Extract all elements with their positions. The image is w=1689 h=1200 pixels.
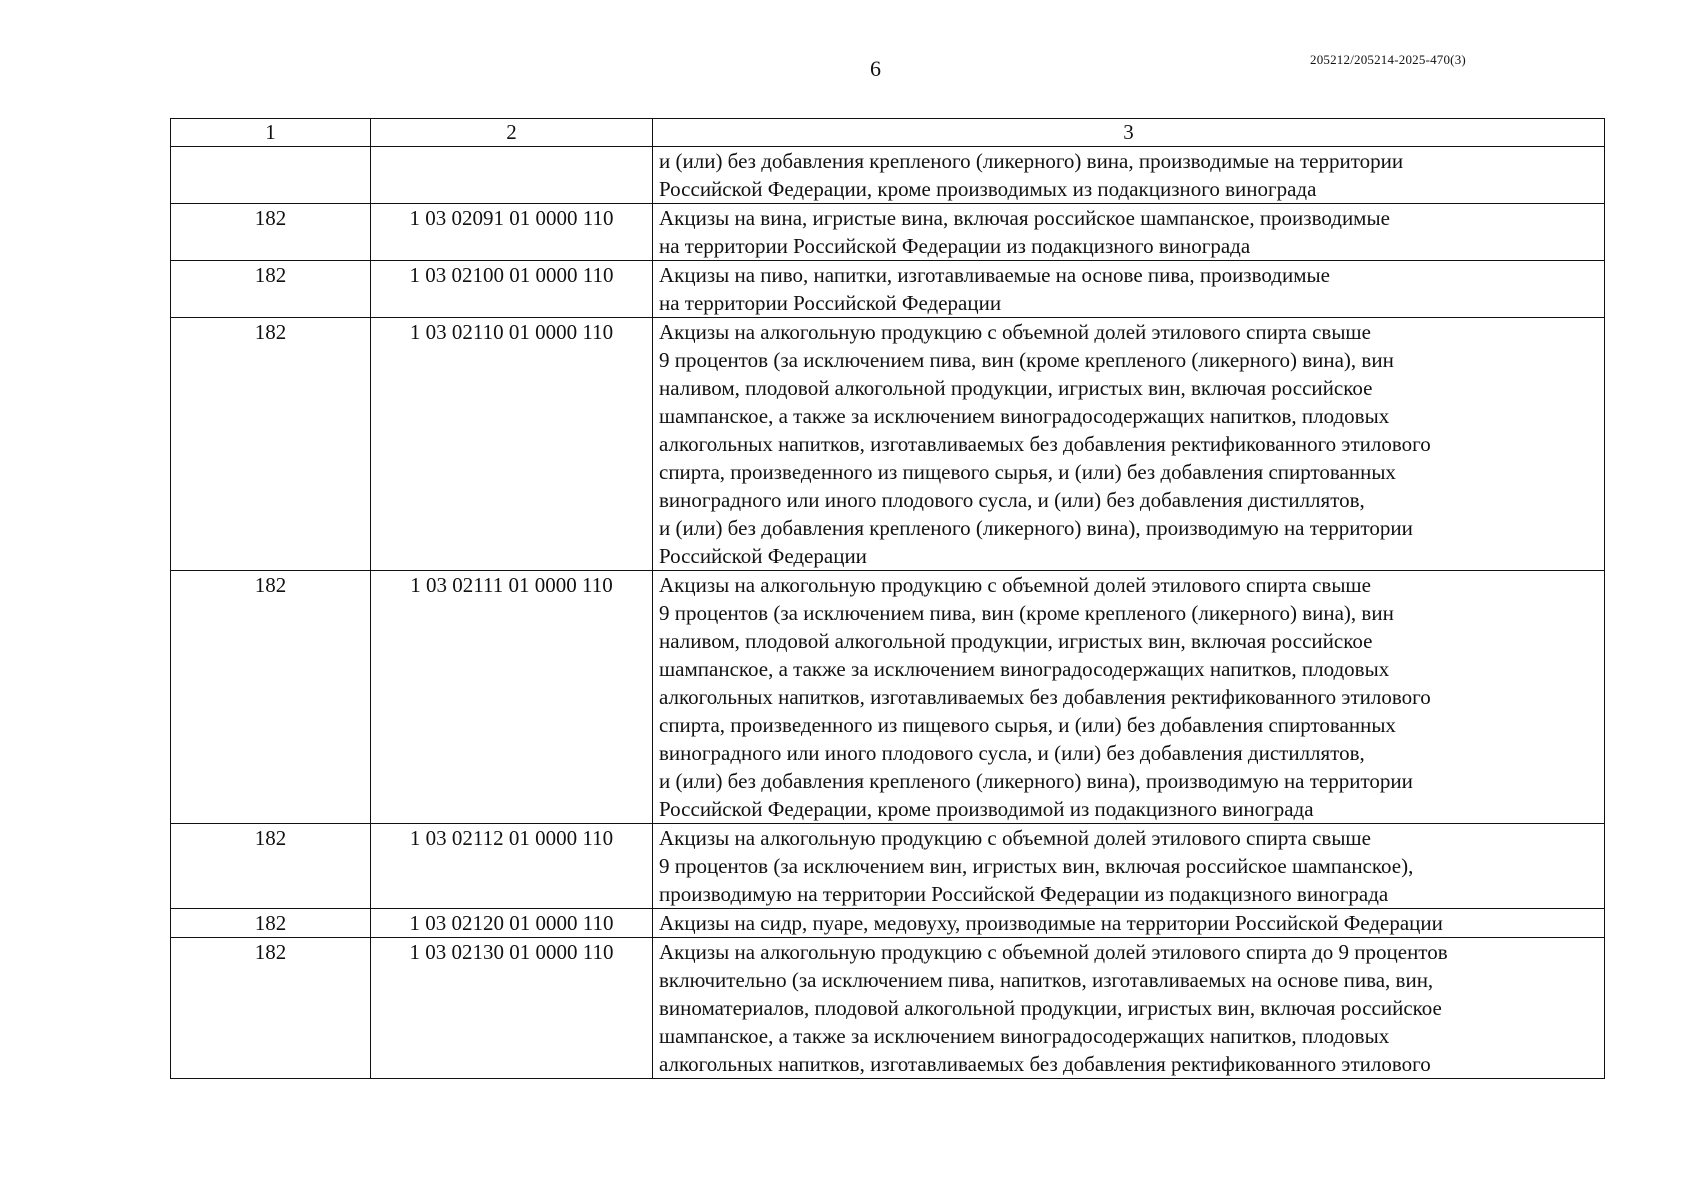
description-line: шампанское, а также за исключением виноградосодержащих напитков, плодовых xyxy=(659,1024,1390,1048)
revenue-description-cell xyxy=(653,938,1605,1079)
table-row xyxy=(171,204,1605,261)
description-line: виноградного или иного плодового сусла, и (или) без добавления дистиллятов, xyxy=(659,741,1365,765)
header-row xyxy=(171,119,1605,147)
description-line: наливом, плодовой алкогольной продукции, игристых вин, включая российское xyxy=(659,376,1373,400)
revenue-description-cell xyxy=(653,318,1605,571)
revenue-description-cell xyxy=(653,909,1605,938)
administrator-code-cell: 182 xyxy=(171,938,371,1079)
description-line: производимую на территории Российской Федерации из подакцизного винограда xyxy=(659,882,1389,906)
description-line: Российской Федерации xyxy=(659,544,867,568)
table-row xyxy=(171,147,1605,204)
description-line: Акцизы на пиво, напитки, изготавливаемые на основе пива, производимые xyxy=(659,263,1330,287)
table-header xyxy=(171,119,1605,147)
description-line: виноматериалов, плодовой алкогольной продукции, игристых вин, включая российское xyxy=(659,996,1442,1020)
description-line: включительно (за исключением пива, напитков, изготавливаемых на основе пива, вин, xyxy=(659,968,1434,992)
description-line: 9 процентов (за исключением пива, вин (кроме крепленого (ликерного) вина), вин xyxy=(659,601,1394,625)
table-row xyxy=(171,261,1605,318)
budget-classification-code-cell: 1 03 02130 01 0000 110 xyxy=(371,938,653,1079)
budget-classification-code-cell: 1 03 02100 01 0000 110 xyxy=(371,261,653,318)
header-col-3: 3 xyxy=(653,119,1605,147)
description-line: алкогольных напитков, изготавливаемых без добавления ректификованного этилового xyxy=(659,432,1431,456)
description-line: Акцизы на вина, игристые вина, включая российское шампанское, производимые xyxy=(659,206,1390,230)
administrator-code-cell: 182 xyxy=(171,824,371,909)
budget-classification-code-cell: 1 03 02111 01 0000 110 xyxy=(371,571,653,824)
description-line: на территории Российской Федерации xyxy=(659,291,1002,315)
description-line: наливом, плодовой алкогольной продукции, игристых вин, включая российское xyxy=(659,629,1373,653)
description-line: и (или) без добавления крепленого (ликерного) вина), производимую на территории xyxy=(659,516,1413,540)
table-row xyxy=(171,318,1605,571)
administrator-code-cell xyxy=(171,147,371,204)
description-line: 9 процентов (за исключением пива, вин (кроме крепленого (ликерного) вина), вин xyxy=(659,348,1394,372)
revenue-description-cell xyxy=(653,571,1605,824)
budget-classification-code-cell: 1 03 02112 01 0000 110 xyxy=(371,824,653,909)
description-line: спирта, произведенного из пищевого сырья, и (или) без добавления спиртованных xyxy=(659,460,1396,484)
description-line: Российской Федерации, кроме производимой из подакцизного винограда xyxy=(659,797,1314,821)
description-line: Акцизы на алкогольную продукцию с объемной долей этилового спирта свыше xyxy=(659,320,1371,344)
administrator-code-cell: 182 xyxy=(171,318,371,571)
description-line: и (или) без добавления крепленого (ликерного) вина), производимую на территории xyxy=(659,769,1413,793)
budget-classification-code-cell: 1 03 02091 01 0000 110 xyxy=(371,204,653,261)
table-row xyxy=(171,909,1605,938)
description-line: и (или) без добавления крепленого (ликерного) вина, производимые на территории xyxy=(659,149,1404,173)
budget-codes-table xyxy=(170,118,1605,1079)
description-line: спирта, произведенного из пищевого сырья, и (или) без добавления спиртованных xyxy=(659,713,1396,737)
description-line: Российской Федерации, кроме производимых из подакцизного винограда xyxy=(659,177,1317,201)
header-col-2: 2 xyxy=(371,119,653,147)
description-line: алкогольных напитков, изготавливаемых без добавления ректификованного этилового xyxy=(659,1052,1431,1076)
header-col-1: 1 xyxy=(171,119,371,147)
administrator-code-cell: 182 xyxy=(171,261,371,318)
revenue-description-cell xyxy=(653,204,1605,261)
revenue-description-cell xyxy=(653,261,1605,318)
table-row xyxy=(171,571,1605,824)
revenue-description-cell xyxy=(653,147,1605,204)
description-line: Акцизы на алкогольную продукцию с объемной долей этилового спирта до 9 процентов xyxy=(659,940,1448,964)
budget-classification-code-cell xyxy=(371,147,653,204)
description-line: алкогольных напитков, изготавливаемых без добавления ректификованного этилового xyxy=(659,685,1431,709)
revenue-description-cell xyxy=(653,824,1605,909)
description-line: Акцизы на сидр, пуаре, медовуху, производимые на территории Российской Федерации xyxy=(659,911,1443,935)
table-body xyxy=(171,147,1605,1079)
table-row xyxy=(171,824,1605,909)
administrator-code-cell: 182 xyxy=(171,571,371,824)
description-line: шампанское, а также за исключением виноградосодержащих напитков, плодовых xyxy=(659,404,1390,428)
budget-classification-code-cell: 1 03 02120 01 0000 110 xyxy=(371,909,653,938)
administrator-code-cell: 182 xyxy=(171,909,371,938)
budget-classification-code-cell: 1 03 02110 01 0000 110 xyxy=(371,318,653,571)
description-line: шампанское, а также за исключением виноградосодержащих напитков, плодовых xyxy=(659,657,1390,681)
administrator-code-cell: 182 xyxy=(171,204,371,261)
table-row xyxy=(171,938,1605,1079)
description-line: 9 процентов (за исключением вин, игристых вин, включая российское шампанское), xyxy=(659,854,1414,878)
document-code: 205212/205214-2025-470(3) xyxy=(1310,52,1466,67)
description-line: виноградного или иного плодового сусла, и (или) без добавления дистиллятов, xyxy=(659,488,1365,512)
description-line: Акцизы на алкогольную продукцию с объемной долей этилового спирта свыше xyxy=(659,826,1371,850)
page-number: 6 xyxy=(870,56,881,81)
description-line: Акцизы на алкогольную продукцию с объемной долей этилового спирта свыше xyxy=(659,573,1371,597)
description-line: на территории Российской Федерации из подакцизного винограда xyxy=(659,234,1251,258)
